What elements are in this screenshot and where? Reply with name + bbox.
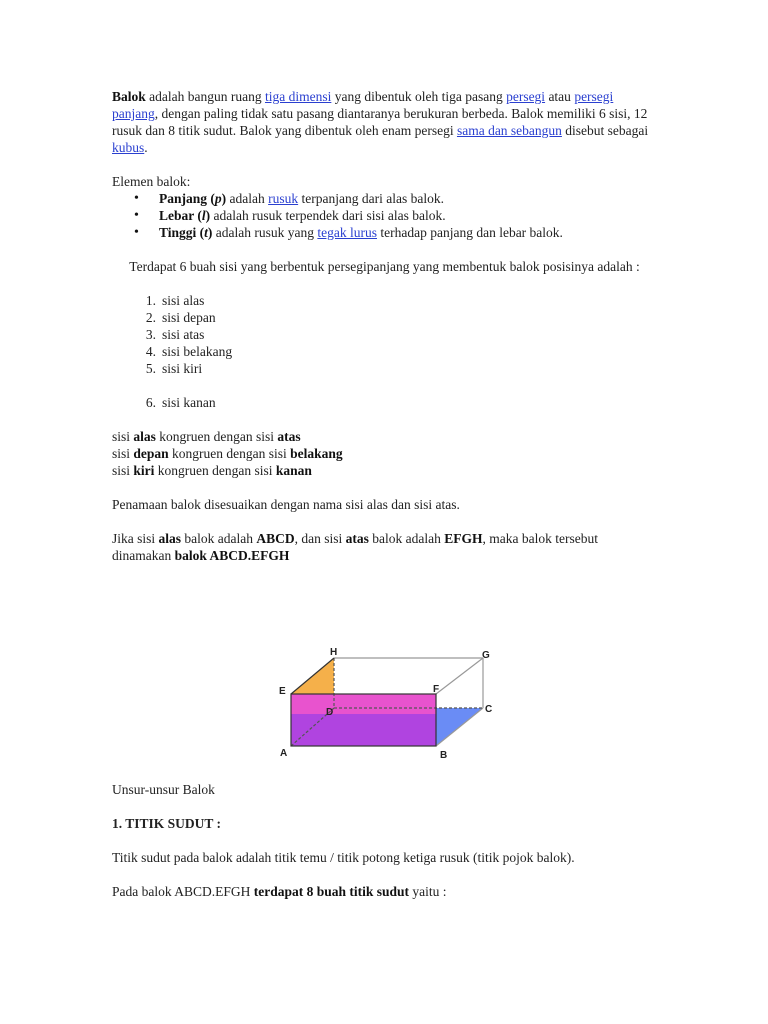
side-label: sisi alas [162, 293, 205, 308]
label-f: F [433, 684, 440, 695]
side-name: atas [277, 429, 301, 444]
list-number: 5. [145, 361, 156, 376]
unsur-heading: Unsur-unsur Balok [112, 782, 215, 797]
list-item [132, 190, 657, 207]
link-persegi-panjang[interactable]: persegi panjang [112, 89, 614, 121]
list-item [112, 343, 657, 360]
label-e: E [279, 686, 286, 697]
front-top-band [291, 694, 436, 714]
sides-intro: Terdapat 6 buah sisi yang berbentuk persegipanjang yang membentuk balok posisinya adalah : [129, 259, 640, 274]
elements-list [112, 190, 657, 241]
element-variable: l [201, 208, 206, 223]
label-c: C [485, 704, 493, 715]
list-item [112, 309, 657, 326]
intro-text: . [144, 140, 148, 155]
list-item [132, 207, 657, 224]
list-number: 4. [145, 344, 156, 359]
label-b: B [440, 750, 448, 761]
cuboid-diagram [276, 642, 500, 762]
list-number: 3. [145, 327, 156, 342]
list-item [112, 292, 657, 309]
element-variable: t [204, 225, 208, 240]
element-term: ) [207, 225, 213, 240]
element-term: Lebar ( [159, 208, 202, 223]
element-text: adalah [226, 191, 269, 206]
label-a: A [280, 748, 288, 759]
intro-text: adalah bangun ruang [145, 89, 265, 104]
side-label: sisi kiri [162, 361, 203, 376]
example-paragraph: Jika sisi alas balok adalah ABCD, dan sisi atas balok adalah EFGH, maka balok tersebut dinamakan balok ABCD.EFGH [112, 531, 599, 563]
intro-text: , dengan paling tidak satu pasang diantaranya berukuran berbeda. Balok memiliki 6 sisi, 12 rusuk dan 8 titik sudut. Balok yang dibentuk oleh enam persegi [112, 106, 648, 138]
element-text: terpanjang dari alas balok. [298, 191, 444, 206]
side-label: sisi depan [162, 310, 216, 325]
intro-text: disebut sebagai [561, 123, 649, 138]
section-title-titik-sudut: 1. TITIK SUDUT : [112, 816, 222, 831]
cuboid-figure [276, 642, 500, 762]
link-kubus[interactable]: kubus [112, 140, 145, 155]
element-text: adalah rusuk yang [212, 225, 318, 240]
side-name: belakang [290, 446, 343, 461]
term-balok: Balok [112, 89, 146, 104]
link-rusuk[interactable]: rusuk [268, 191, 299, 206]
label-d: D [326, 707, 334, 718]
element-term: ) [205, 208, 211, 223]
list-item [132, 224, 657, 241]
element-term: ) [221, 191, 227, 206]
document-body-lower [112, 781, 657, 900]
list-number: 1. [145, 293, 156, 308]
sides-list [112, 292, 657, 411]
link-persegi[interactable]: persegi [506, 89, 546, 104]
element-text: terhadap panjang dan lebar balok. [377, 225, 563, 240]
intro-paragraph [112, 88, 657, 156]
elements-heading: Elemen balok: [112, 174, 191, 189]
element-variable: p [214, 191, 222, 206]
element-term: Tinggi ( [159, 225, 205, 240]
label-g: G [482, 650, 490, 661]
congruent-line: sisi depan kongruen dengan sisi belakang [112, 446, 343, 461]
side-label: sisi atas [162, 327, 205, 342]
element-term: Panjang ( [159, 191, 215, 206]
link-sama-dan-sebangun[interactable]: sama dan sebangun [456, 123, 562, 138]
side-label: sisi kanan [162, 395, 216, 410]
edge-fg [436, 658, 483, 694]
link-tiga-dimensi[interactable]: tiga dimensi [264, 89, 332, 104]
side-name: depan [133, 446, 169, 461]
list-item [112, 360, 657, 377]
side-name: alas [133, 429, 156, 444]
side-label: sisi belakang [162, 344, 233, 359]
link-tegak-lurus[interactable]: tegak lurus [317, 225, 377, 240]
list-item [112, 394, 657, 411]
document-body [112, 88, 657, 564]
side-name: kiri [133, 463, 155, 478]
congruent-line: sisi alas kongruen dengan sisi atas [112, 429, 301, 444]
intro-text: yang dibentuk oleh tiga pasang [331, 89, 507, 104]
list-number: 2. [145, 310, 156, 325]
element-text: adalah rusuk terpendek dari sisi alas balok. [210, 208, 446, 223]
label-h: H [330, 647, 338, 658]
titik-sudut-definition: Titik sudut pada balok adalah titik temu / titik potong ketiga rusuk (titik pojok balok). [112, 850, 575, 865]
list-number: 6. [145, 395, 156, 410]
congruent-line: sisi kiri kongruen dengan sisi kanan [112, 463, 312, 478]
naming-paragraph: Penamaan balok disesuaikan dengan nama sisi alas dan sisi atas. [112, 497, 460, 512]
titik-sudut-list-intro: Pada balok ABCD.EFGH terdapat 8 buah titik sudut yaitu : [112, 884, 447, 899]
list-item [112, 326, 657, 343]
side-name: kanan [275, 463, 312, 478]
intro-text: atau [545, 89, 575, 104]
